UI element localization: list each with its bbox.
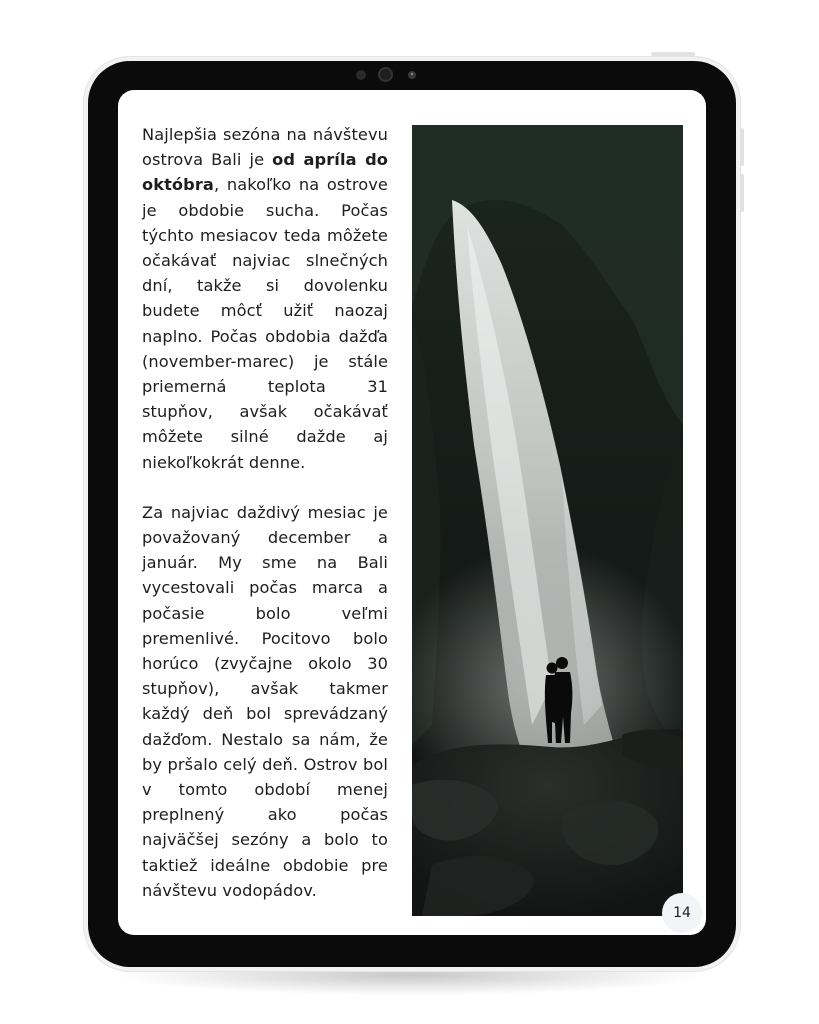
volume-up-button: [740, 128, 744, 166]
paragraph-1-start: Najlepšia sezóna na návštevu ostrova Bali je: [142, 125, 388, 170]
flash-icon: [408, 71, 416, 79]
waterfall-image: [412, 125, 683, 916]
power-button: [651, 52, 695, 56]
camera-icon: [378, 67, 393, 82]
volume-down-button: [740, 174, 744, 212]
paragraph-2: Za najviac daždivý mesiac je považovaný december a január. My sme na Bali vycestovali počas marca a počasie bolo veľmi premenlivé. Pocitovo bolo horúco (zvyčajne okolo 30 stupňov), avšak takmer každý deň bol sprevádzaný dažďom. Nestalo sa nám, že by pršalo celý deň. Ostrov bol v tomto období menej preplnený ako počas najväčšej sezóny a bolo to taktiež ideálne obdobie pre návštevu vodopádov.: [142, 502, 388, 900]
paragraph-1-highlight: od apríla do októbra: [142, 150, 389, 195]
paragraph-1: [142, 122, 388, 475]
paragraph-1-end: , nakoľko na ostrove je obdobie sucha. Počas týchto mesiacov teda môžete očakávať najviac slnečných dní, takže si dovolenku budete môcť užiť naozaj naplno. Počas obdobia dažďa (november-marec) je stále priemerná teplota 31 stupňov, avšak očakávať môžete silné dažde aj niekoľkokrát denne.: [142, 175, 388, 472]
page-number: 14: [662, 893, 702, 933]
sensor-icon: [356, 70, 366, 80]
tablet-screen: [118, 90, 706, 935]
article-text: [142, 122, 388, 903]
waterfall-photo: [412, 125, 683, 916]
